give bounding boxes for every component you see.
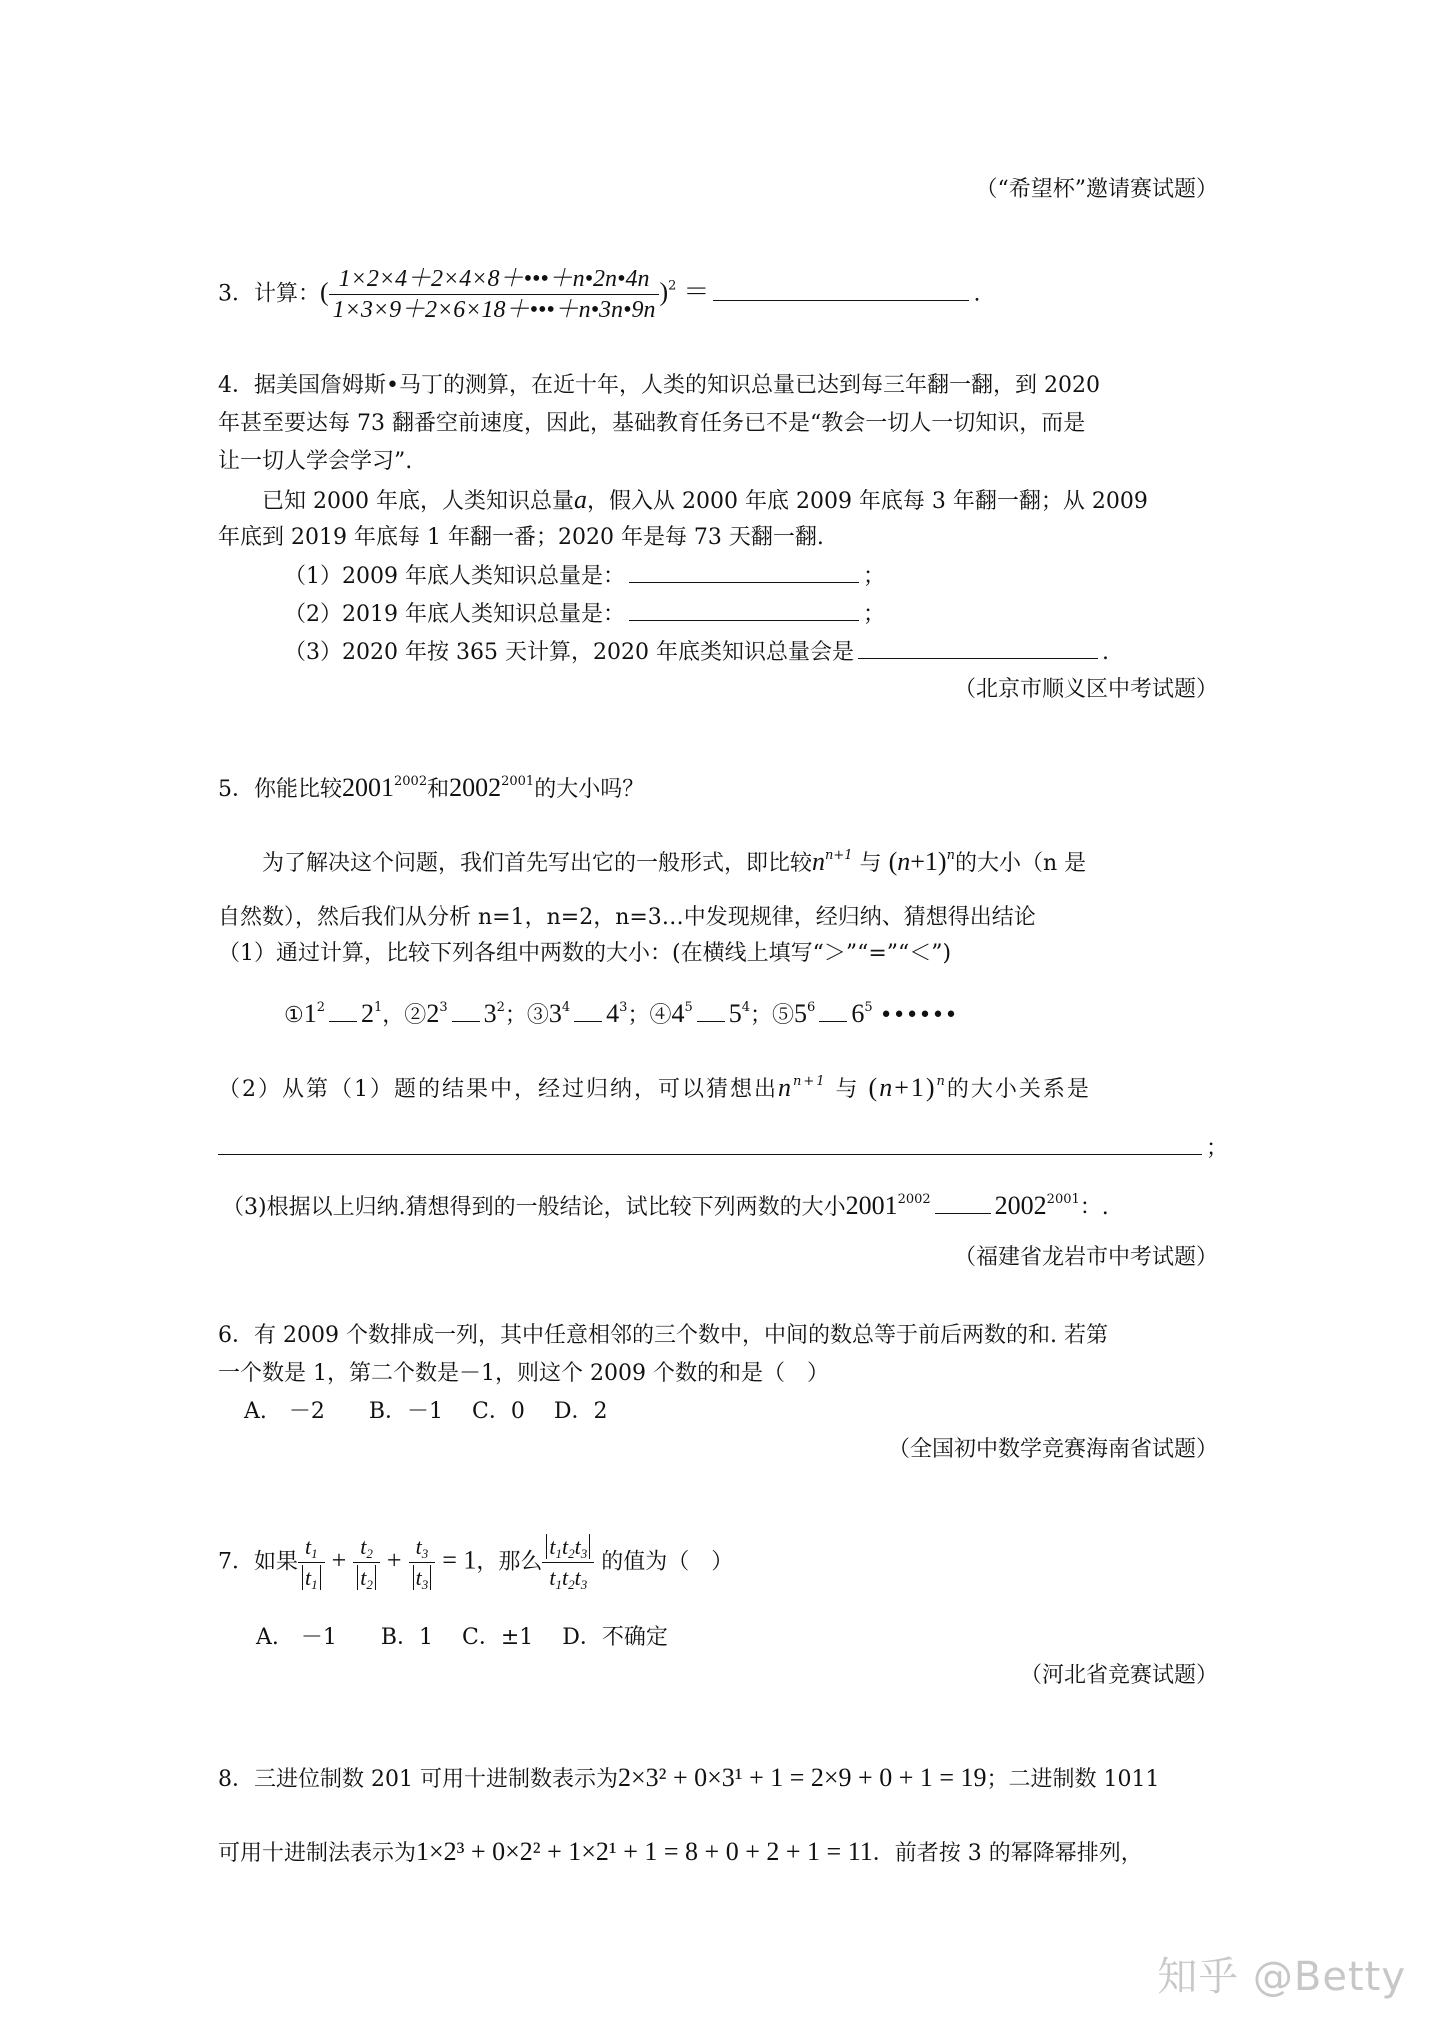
q5-base-2: 2002 xyxy=(449,773,502,802)
q5-source: （福建省龙岩市中考试题） xyxy=(953,1245,1218,1270)
q5-line-4: （1）通过计算，比较下列各组中两数的大小：(在横线上填写“＞”“=”“＜”) xyxy=(218,941,952,966)
q4-line-4-tail: ，假入从 2000 年底 2009 年底每 3 年翻一翻；从 2009 xyxy=(586,489,1148,514)
q3-exponent: 2 xyxy=(668,278,677,294)
q3-answer-blank[interactable] xyxy=(713,280,969,301)
question-3: 3．计算：( $\frac{1\times 2\times 4+2\times 4\times 8+•••+n•2n•4n}{1\times 3\times 9+2\times 6\times 18+•••+n•3n•9n}$ )$^2$ ＝ . xyxy=(218,266,981,323)
q5-line-1 xyxy=(218,774,644,804)
cmp-blank-3[interactable] xyxy=(574,1001,602,1022)
q7-label: 7．如果 xyxy=(218,1549,298,1575)
q5-answer-blank-3[interactable] xyxy=(935,1193,991,1214)
q8-expr-2: 1×2³ + 0×2² + 1×2¹ + 1 = 8 + 0 + 2 + 1 = 11 xyxy=(416,1837,873,1866)
q5-line-7: ； xyxy=(218,1134,1228,1163)
q4-sub-3-blank[interactable] xyxy=(858,638,1098,659)
q4-sub-2-blank[interactable] xyxy=(629,600,859,621)
q7-frac-3: $\frac{t_3}{t_3}$ xyxy=(409,1532,436,1593)
q5-line-8: （3)根据以上归纳.猜想得到的一般结论，试比较下列两数的大小$2001^{2002}$ $2002^{2001}$：. xyxy=(222,1191,1109,1220)
q3-fraction xyxy=(329,264,660,325)
q7-frac-2: $\frac{t_2}{t_2}$ xyxy=(353,1532,380,1593)
cmp-blank-5[interactable] xyxy=(819,1001,847,1022)
q5-line-1-tail: 的大小吗？ xyxy=(534,777,645,802)
q5-base-1: 2001 xyxy=(342,773,394,802)
q5-line-6: （2）从第（1）题的结果中，经过归纳，可以猜想出$n^{n+1}$ 与 $(n+1)^n$的大小关系是 xyxy=(218,1073,1091,1102)
q4-line-4-text: 已知 2000 年底，人类知识总量 xyxy=(262,489,574,514)
cmp-blank-1[interactable] xyxy=(329,1001,357,1022)
q4-sub-3: （3）2020 年按 365 天计算，2020 年底类知识总量会是 . xyxy=(284,640,1109,665)
q4-sub-1-blank[interactable] xyxy=(629,562,859,583)
zhihu-watermark: 知乎 @Betty xyxy=(1157,1954,1406,2000)
q8-line-1-tail: ；二进制数 1011 xyxy=(986,1767,1160,1792)
q5-exp-1: 2002 xyxy=(394,774,428,789)
q6-source: （全国初中数学竞赛海南省试题） xyxy=(887,1437,1218,1462)
q3-equals: ＝ xyxy=(683,277,710,307)
q7-tail: 的值为（ ） xyxy=(601,1549,734,1575)
q5-exp-2: 2001 xyxy=(501,774,535,789)
q5-line-2: 为了解决这个问题，我们首先写出它的一般形式，即比较$n^{n+1}$ 与 $(n+1)^n$的大小（n 是 xyxy=(262,847,1087,876)
q5-and: 和 xyxy=(427,777,450,802)
q4-sub-1: （1）2009 年底人类知识总量是： ； xyxy=(284,564,885,589)
q4-sub-1-text: （1）2009 年底人类知识总量是： xyxy=(284,564,625,589)
q4-line-2: 年甚至要达每 73 翻番空前速度，因此，基础教育任务已不是“教会一切人一切知识，而是 xyxy=(218,411,1086,436)
q5-line-6-pre: （2）从第（1）题的结果中，经过归纳，可以猜想出 xyxy=(218,1077,778,1102)
q4-line-5: 年底到 2019 年底每 1 年翻一番；2020 年是每 73 天翻一翻. xyxy=(218,525,824,550)
q5-answer-blank-2[interactable] xyxy=(218,1134,1202,1155)
q3-denominator: 1×3×9＋2×6×18＋•••＋n•3n•9n xyxy=(332,297,656,323)
q5-line-1-pre: 5．你能比较 xyxy=(218,777,342,802)
q4-sub-3-text: （3）2020 年按 365 天计算，2020 年底类知识总量会是 xyxy=(284,640,854,665)
q4-sub-2-text: （2）2019 年底人类知识总量是： xyxy=(284,602,625,627)
q7-source: （河北省竞赛试题） xyxy=(1019,1663,1218,1688)
q7-frac-4: $\frac{t_1t_2t_3}{t_1t_2t_3}$ xyxy=(542,1532,594,1593)
q8-line-2-tail: ．前者按 3 的幂降幂排列， xyxy=(872,1841,1143,1866)
q5-line-2-pre: 为了解决这个问题，我们首先写出它的一般形式，即比较 xyxy=(262,851,813,876)
q5-line-2-tail: 的大小（n 是 xyxy=(954,851,1087,876)
q4-line-1: 4．据美国詹姆斯•马丁的测算，在近十年，人类的知识总量已达到每三年翻一翻，到 2020 xyxy=(218,373,1100,398)
cmp-blank-4[interactable] xyxy=(697,1001,725,1022)
q6-options: A. －2 B．－1 C．0 D．2 xyxy=(244,1399,608,1424)
q5-line-8-pre: （3)根据以上归纳.猜想得到的一般结论，试比较下列两数的大小 xyxy=(222,1195,846,1220)
q8-line-2 xyxy=(218,1838,1143,1868)
cmp-blank-2[interactable] xyxy=(452,1001,480,1022)
q6-line-2: 一个数是 1，第二个数是－1，则这个 2009 个数的和是（ ） xyxy=(218,1361,829,1386)
question-7: 7．如果 $\frac{t_1}{t_1}$ + $\frac{t_2}{t_2}$ + $\frac{t_3}{t_3}$ = 1，那么 $\frac{t_1t_2t_3}{t_1t_2t_3}$ 的值为（ ） xyxy=(218,1534,734,1592)
q8-line-1 xyxy=(218,1764,1160,1794)
q8-line-1-pre: 8．三进位制数 201 可用十进制数表示为 xyxy=(218,1767,618,1792)
q5-comparison-sequence: $①1^2$ $2^1$，$②2^3$ $3^2$；$③3^4$ $4^3$；$④4^5$ $5^4$；$⑤5^6$ $6^5$ •••••• xyxy=(284,999,958,1028)
q7-then: ，那么 xyxy=(476,1549,543,1575)
q5-line-6-tail: 的大小关系是 xyxy=(946,1077,1091,1102)
q7-options: A. －1 B．1 C．±1 D．不确定 xyxy=(256,1625,668,1650)
q4-variable-a: a xyxy=(573,485,587,514)
q5-ellipsis: •••••• xyxy=(879,1003,958,1028)
q3-label: 3．计算： xyxy=(218,281,320,307)
q3-numerator: 1×2×4＋2×4×8＋•••＋n•2n•4n xyxy=(329,264,660,295)
q7-frac-1: $\frac{t_1}{t_1}$ xyxy=(298,1532,325,1593)
q5-line-3: 自然数），然后我们从分析 n=1，n=2，n=3…中发现规律，经归纳、猜想得出结论 xyxy=(218,905,1036,930)
q6-line-1: 6．有 2009 个数排成一列，其中任意相邻的三个数中，中间的数总等于前后两数的和. 若第 xyxy=(218,1323,1108,1348)
q4-line-4 xyxy=(262,486,1148,516)
source-xiwangbei: （“希望杯”邀请赛试题） xyxy=(975,177,1218,202)
q8-line-2-pre: 可用十进制法表示为 xyxy=(218,1841,417,1866)
q8-expr-1: 2×3² + 0×3¹ + 1 = 2×9 + 0 + 1 = 19 xyxy=(617,1763,987,1792)
q4-sub-2: （2）2019 年底人类知识总量是： ； xyxy=(284,602,885,627)
q4-line-3: 让一切人学会学习”. xyxy=(218,449,413,474)
q4-source: （北京市顺义区中考试题） xyxy=(953,677,1218,702)
